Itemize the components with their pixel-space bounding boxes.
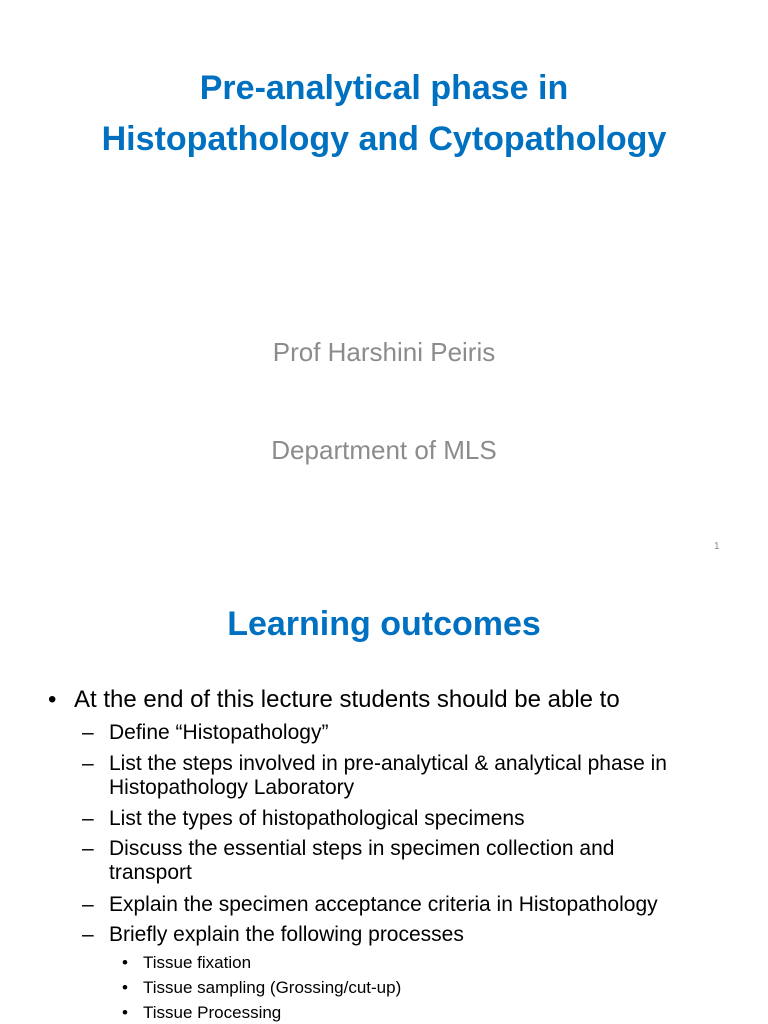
intro-text: At the end of this lecture students should be able to (74, 686, 620, 713)
outcome-text: Briefly explain the following processes (109, 923, 464, 946)
outcome-text: List the steps involved in pre-analytical & analytical phase in Histopathology Laboratory (109, 752, 667, 799)
bullet-icon: • (122, 1003, 128, 1022)
bullet-icon: • (122, 978, 128, 997)
dash-icon: – (82, 752, 94, 775)
author-name: Prof Harshini Peiris (272, 337, 496, 367)
process-text: Tissue Processing (143, 1003, 282, 1022)
dash-icon: – (82, 807, 94, 830)
bullet-icon: • (48, 686, 57, 713)
dash-icon: – (82, 837, 94, 860)
outcome-text: List the types of histopathological specimens (109, 807, 525, 830)
outcome-text: Define “Histopathology” (109, 721, 329, 744)
dash-icon: – (82, 893, 94, 916)
bullet-icon: • (122, 953, 128, 972)
department-name: Department of MLS (271, 435, 497, 465)
page-number: 1 (714, 541, 720, 552)
process-text: Tissue sampling (Grossing/cut-up) (143, 978, 402, 997)
dash-icon: – (82, 721, 94, 744)
outcome-text: Explain the specimen acceptance criteria in Histopathology (109, 893, 658, 916)
dash-icon: – (82, 923, 94, 946)
process-text: Tissue fixation (143, 953, 252, 972)
outcome-text: Discuss the essential steps in specimen collection and transport (109, 837, 615, 884)
slide-title-line-2: Histopathology and Cytopathology (101, 120, 667, 158)
learning-outcomes-title: Learning outcomes (227, 605, 541, 643)
slide-title-line-1: Pre-analytical phase in (199, 69, 569, 107)
